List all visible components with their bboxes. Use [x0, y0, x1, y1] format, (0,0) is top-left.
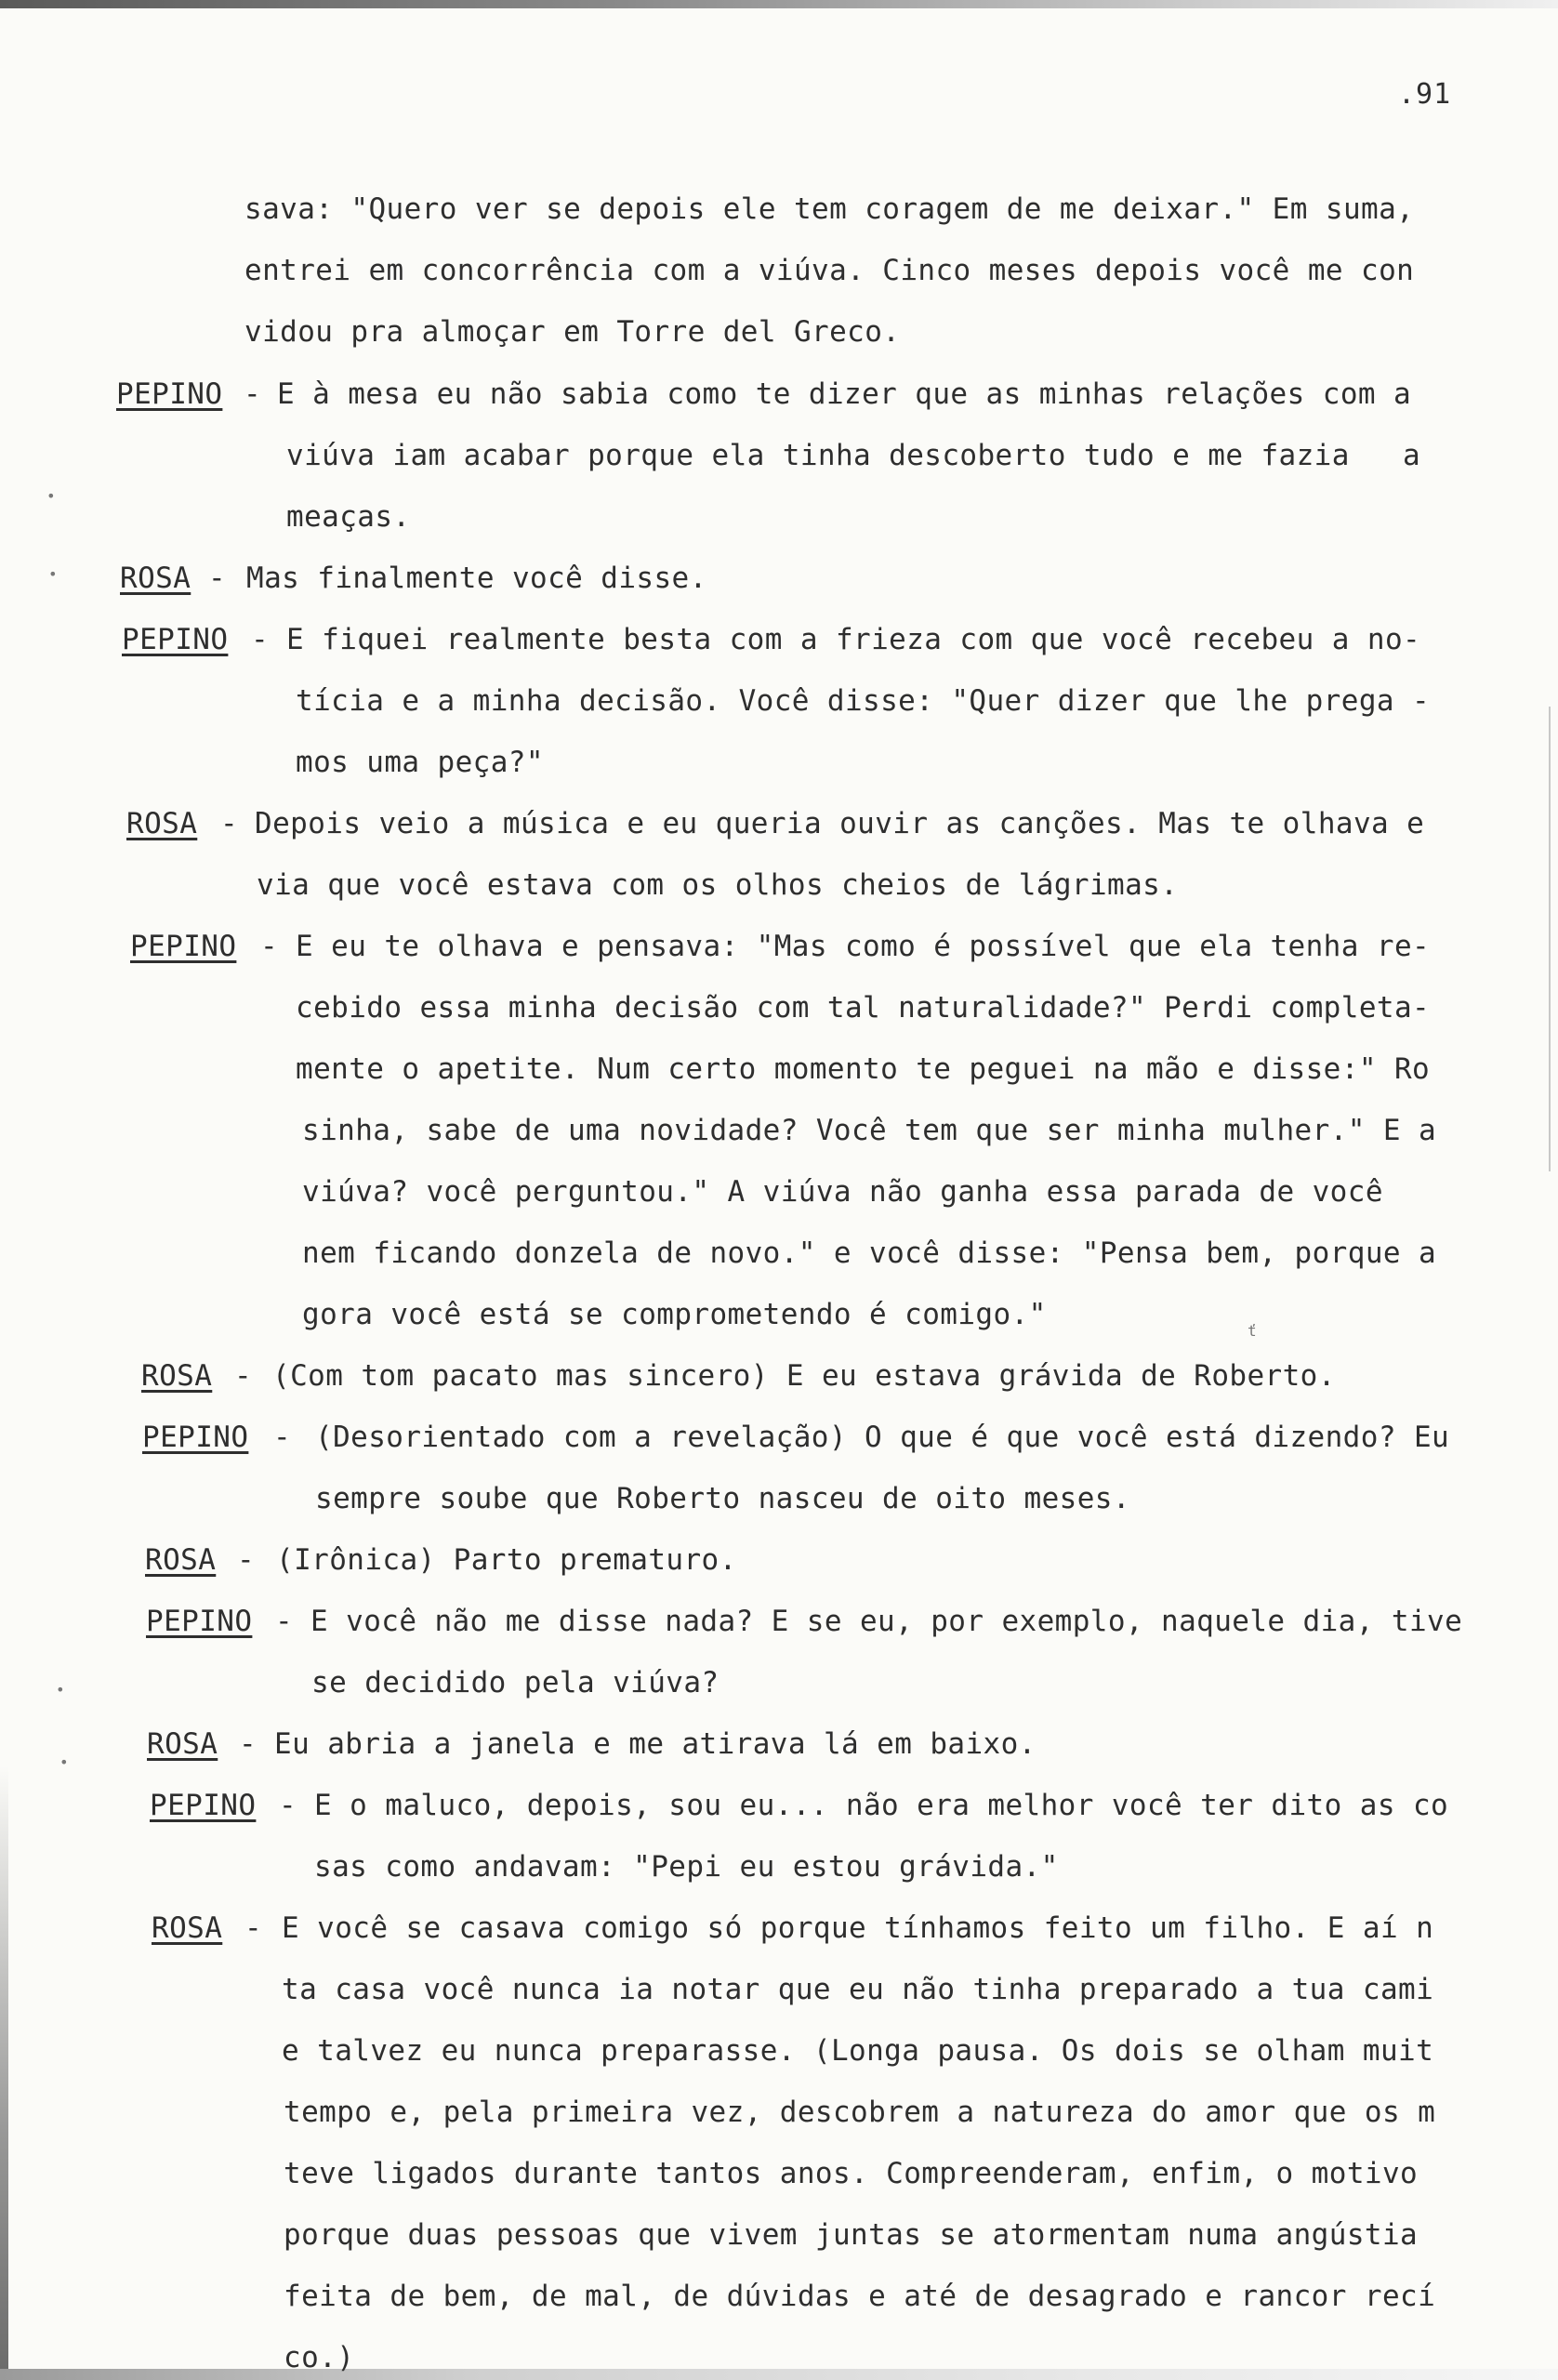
speaker-dash: -	[237, 1543, 256, 1577]
dialogue-line: porque duas pessoas que vivem juntas se atormentam numa angústia	[284, 2218, 1419, 2252]
dialogue-line: ta casa você nunca ia notar que eu não tinha preparado a tua cami	[282, 1973, 1434, 2006]
dialogue-line: se decidido pela viúva?	[311, 1666, 720, 1699]
dialogue-line: Eu abria a janela e me atirava lá em baixo.	[274, 1727, 1036, 1761]
speaker-name: PEPINO	[150, 1789, 257, 1822]
speaker-name: PEPINO	[146, 1605, 253, 1638]
dialogue-line: viúva iam acabar porque ela tinha descoberto tudo e me fazia a	[286, 439, 1421, 472]
speaker-name: PEPINO	[116, 377, 223, 411]
dialogue-line: teve ligados durante tantos anos. Compreenderam, enfim, o motivo	[284, 2157, 1419, 2190]
scan-edge-top	[0, 0, 1558, 8]
dialogue-line: tempo e, pela primeira vez, descobrem a natureza do amor que os m	[284, 2096, 1436, 2129]
speaker-name: PEPINO	[142, 1421, 249, 1454]
dialogue-line: entrei em concorrência com a viúva. Cinco meses depois você me con	[244, 254, 1415, 287]
scan-edge-bottom	[0, 2369, 1558, 2380]
dialogue-line: E fiquei realmente besta com a frieza com que você recebeu a no-	[286, 623, 1421, 656]
dialogue-line: tícia e a minha decisão. Você disse: "Quer dizer que lhe prega -	[296, 684, 1431, 718]
speaker-name: ROSA	[147, 1727, 218, 1761]
scan-speck: •	[56, 1681, 65, 1699]
dialogue-line: e talvez eu nunca preparasse. (Longa pausa. Os dois se olham muit	[282, 2034, 1434, 2068]
speaker-name: ROSA	[141, 1359, 213, 1393]
dialogue-line: nem ficando donzela de novo." e você disse: "Pensa bem, porque a	[302, 1236, 1437, 1270]
dialogue-line: cebido essa minha decisão com tal naturalidade?" Perdi completa-	[296, 991, 1431, 1025]
dialogue-line: Mas finalmente você disse.	[246, 562, 707, 595]
scan-speck: •	[59, 1753, 69, 1771]
scan-speck: •	[48, 565, 58, 583]
dialogue-line: viúva? você perguntou." A viúva não ganha essa parada de você	[302, 1175, 1383, 1209]
dialogue-line: mente o apetite. Num certo momento te peguei na mão e disse:" Ro	[296, 1052, 1431, 1086]
speaker-dash: -	[275, 1605, 294, 1638]
dialogue-line: feita de bem, de mal, de dúvidas e até de desagrado e rancor recí	[284, 2280, 1436, 2313]
dialogue-line: sas como andavam: "Pepi eu estou grávida."	[314, 1850, 1059, 1884]
speaker-dash: -	[208, 562, 227, 595]
scan-speck: •	[46, 487, 56, 505]
dialogue-line: gora você está se comprometendo é comigo."	[302, 1298, 1047, 1331]
speaker-dash: -	[220, 807, 239, 840]
speaker-dash: -	[244, 377, 262, 411]
speaker-name: ROSA	[145, 1543, 217, 1577]
dialogue-line: Depois veio a música e eu queria ouvir as canções. Mas te olhava e	[255, 807, 1425, 840]
page-number: .91	[1398, 78, 1452, 111]
speaker-dash: -	[239, 1727, 257, 1761]
speaker-dash: -	[279, 1789, 297, 1822]
dialogue-line: (Com tom pacato mas sincero) E eu estava grávida de Roberto.	[272, 1359, 1336, 1393]
dialogue-line: E você não me disse nada? E se eu, por exemplo, naquele dia, tive	[310, 1605, 1463, 1638]
speaker-dash: -	[234, 1359, 253, 1393]
speaker-dash: -	[273, 1421, 292, 1454]
speaker-dash: -	[260, 930, 279, 963]
dialogue-line: vidou pra almoçar em Torre del Greco.	[244, 315, 901, 349]
dialogue-line: sava: "Quero ver se depois ele tem coragem de me deixar." Em suma,	[244, 192, 1415, 226]
dialogue-line: co.)	[284, 2341, 355, 2374]
speaker-name: ROSA	[120, 562, 191, 595]
scan-edge-left	[0, 1766, 8, 2380]
dialogue-line: sinha, sabe de uma novidade? Você tem que ser minha mulher." E a	[302, 1114, 1437, 1147]
dialogue-line: E o maluco, depois, sou eu... não era melhor você ter dito as co	[314, 1789, 1449, 1822]
scan-speck: ť	[1248, 1322, 1257, 1340]
scan-edge-right	[1549, 707, 1551, 1171]
dialogue-line: E eu te olhava e pensava: "Mas como é possível que ela tenha re-	[296, 930, 1431, 963]
dialogue-line: E à mesa eu não sabia como te dizer que as minhas relações com a	[277, 377, 1412, 411]
speaker-name: PEPINO	[130, 930, 237, 963]
dialogue-line: via que você estava com os olhos cheios de lágrimas.	[257, 868, 1179, 902]
dialogue-line: E você se casava comigo só porque tínhamos feito um filho. E aí n	[282, 1911, 1434, 1945]
dialogue-line: sempre soube que Roberto nasceu de oito meses.	[315, 1482, 1130, 1515]
speaker-name: PEPINO	[122, 623, 229, 656]
speaker-name: ROSA	[126, 807, 198, 840]
dialogue-line: (Irônica) Parto prematuro.	[276, 1543, 737, 1577]
dialogue-line: (Desorientado com a revelação) O que é que você está dizendo? Eu	[315, 1421, 1450, 1454]
speaker-name: ROSA	[152, 1911, 223, 1945]
dialogue-line: meaças.	[286, 500, 411, 534]
speaker-dash: -	[244, 1911, 263, 1945]
dialogue-line: mos uma peça?"	[296, 746, 544, 779]
speaker-dash: -	[251, 623, 270, 656]
